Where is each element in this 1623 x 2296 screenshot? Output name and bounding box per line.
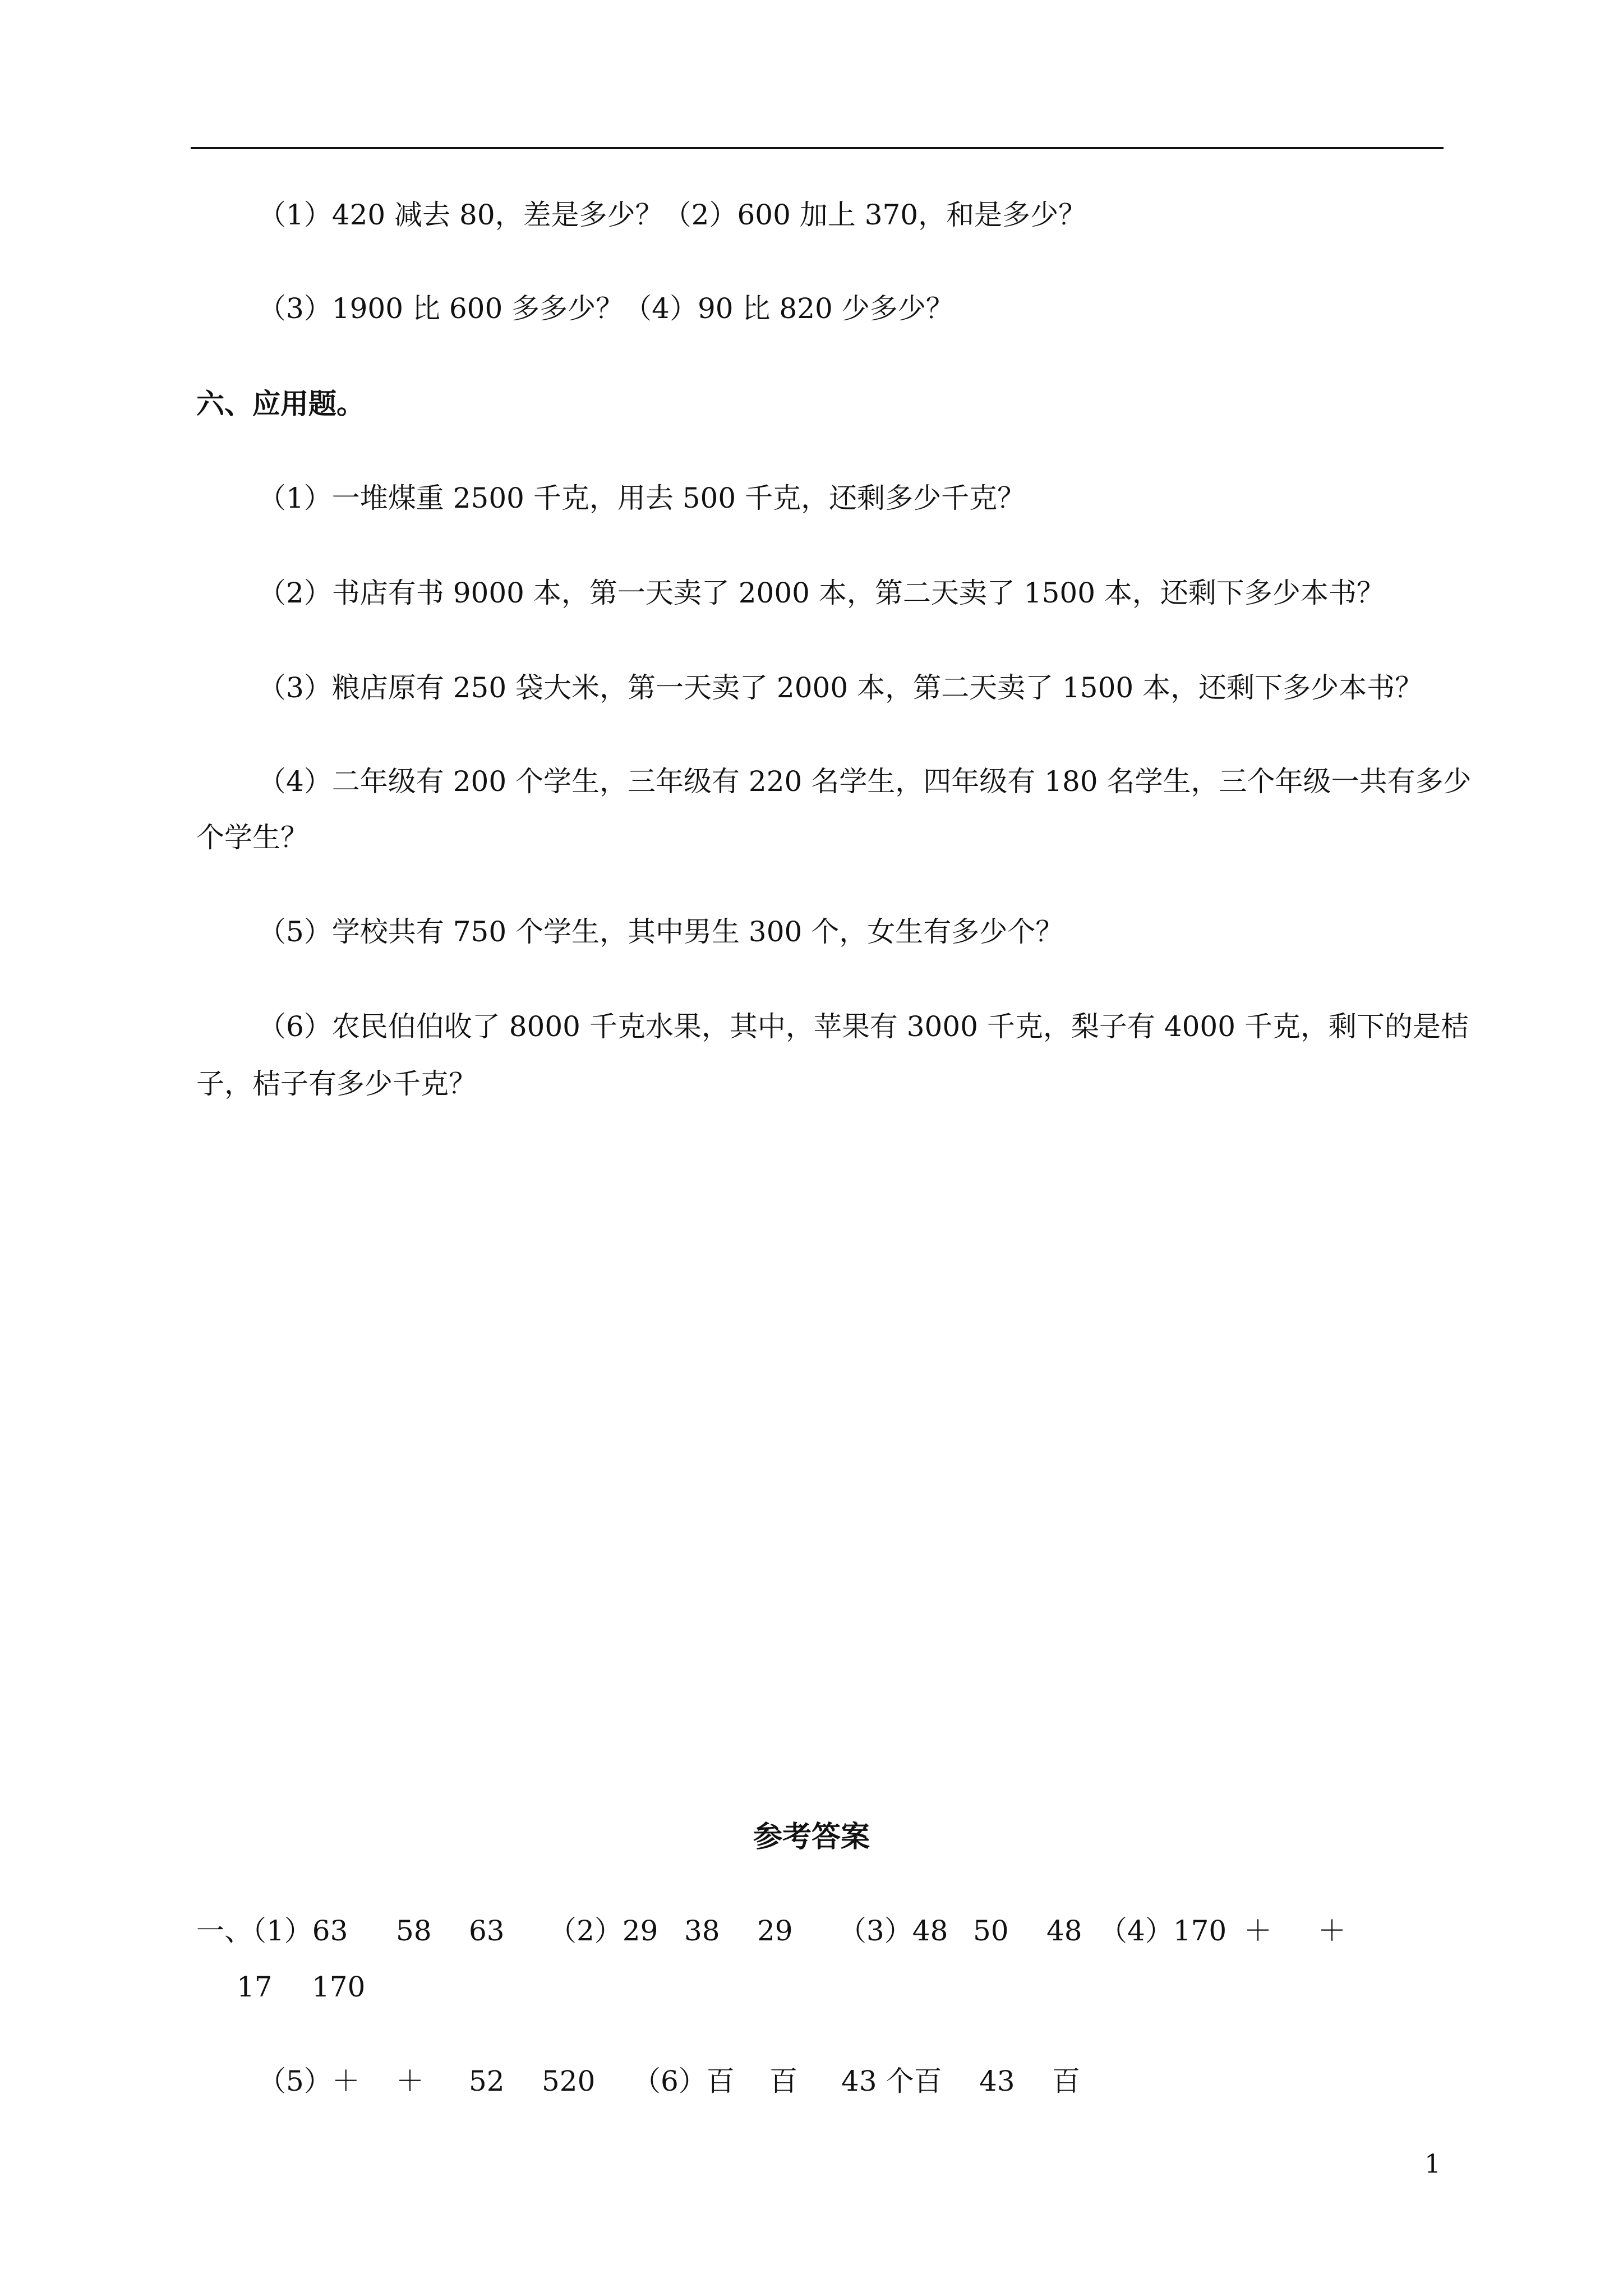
answer-item: 38 xyxy=(684,1915,720,1947)
answer-item: （6）百 xyxy=(633,2065,735,2097)
section6-heading: 六、应用题。 xyxy=(196,387,365,420)
answer-item: 17 xyxy=(237,1971,273,2003)
answer-item: 63 xyxy=(469,1915,505,1947)
answer-item: 百 xyxy=(769,2065,797,2097)
answer-item: 一、（1）63 xyxy=(196,1915,348,1947)
answer-item: ＋ xyxy=(1244,1915,1272,1947)
problem-3: （3）粮店原有 250 袋大米，第一天卖了 2000 本，第二天卖了 1500 本，还剩下多少本书？ xyxy=(258,671,1423,704)
section5-line-2: （3）1900 比 600 多多少？（4）90 比 820 少多少？ xyxy=(258,292,954,325)
answers-row-2 xyxy=(0,1970,1623,2004)
section5-line-1: （1）420 减去 80，差是多少？（2）600 加上 370，和是多少？ xyxy=(258,199,1087,231)
problem-5: （5）学校共有 750 个学生，其中男生 300 个，女生有多少个？ xyxy=(258,915,1064,948)
problem-1: （1）一堆煤重 2500 千克，用去 500 千克，还剩多少千克？ xyxy=(258,482,1026,514)
answer-item: ＋ xyxy=(1318,1915,1346,1947)
answer-item: ＋ xyxy=(396,2065,424,2097)
answer-item: 43 个百 xyxy=(841,2065,942,2097)
answer-item: （4）170 xyxy=(1099,1915,1227,1947)
answer-item: 58 xyxy=(396,1915,432,1947)
problem-2: （2）书店有书 9000 本，第一天卖了 2000 本，第二天卖了 1500 本，还剩下多少本书？ xyxy=(258,577,1385,609)
answer-item: 29 xyxy=(757,1915,793,1947)
answer-item: （2）29 xyxy=(548,1915,658,1947)
page-number: 1 xyxy=(1424,2148,1441,2179)
problem-6-line-1: （6）农民伯伯收了 8000 千克水果，其中，苹果有 3000 千克，梨子有 4000 千克，剩下的是桔 xyxy=(258,1010,1469,1043)
answer-item: 520 xyxy=(542,2065,596,2097)
answers-row-1 xyxy=(0,1914,1623,1948)
answer-item: （3）48 xyxy=(838,1915,948,1947)
problem-4-line-2: 个学生？ xyxy=(196,821,308,854)
problem-6-line-2: 子，桔子有多少千克？ xyxy=(196,1068,477,1100)
problem-4-line-1: （4）二年级有 200 个学生，三年级有 220 名学生，四年级有 180 名学生，三个年级一共有多少 xyxy=(258,765,1472,798)
answer-item: （5）＋ xyxy=(258,2065,360,2097)
answer-item: 百 xyxy=(1052,2065,1080,2097)
answer-item: 52 xyxy=(469,2065,505,2097)
answer-item: 48 xyxy=(1046,1915,1082,1947)
answers-row-3 xyxy=(0,2064,1623,2098)
header-rule xyxy=(191,147,1444,149)
answer-item: 43 xyxy=(979,2065,1015,2097)
answers-title: 参考答案 xyxy=(753,1820,870,1854)
answer-item: 50 xyxy=(973,1915,1009,1947)
answer-item: 170 xyxy=(312,1971,366,2003)
